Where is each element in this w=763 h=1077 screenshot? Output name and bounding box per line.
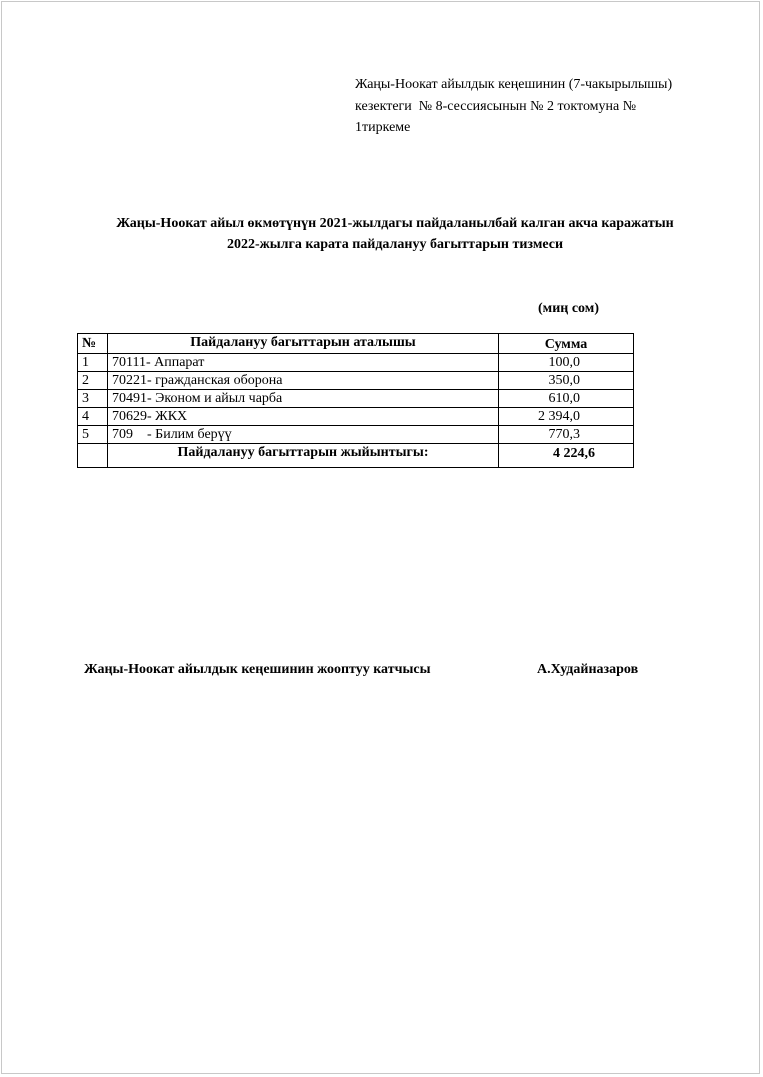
row-num: 1	[78, 354, 108, 372]
row-num: 3	[78, 390, 108, 408]
allocation-table	[77, 333, 634, 468]
row-name: 70221- гражданская оборона	[108, 372, 499, 390]
annex-note	[355, 74, 735, 139]
row-sum: 770,3	[499, 426, 634, 444]
row-name: 70491- Эконом и айыл чарба	[108, 390, 499, 408]
annex-line-1: Жаңы-Ноокат айылдык кеңешинин (7-чакырылышы)	[355, 77, 673, 92]
table-header-row	[78, 334, 634, 354]
table-row	[78, 408, 634, 426]
row-num: 4	[78, 408, 108, 426]
table-row	[78, 390, 634, 408]
row-sum: 350,0	[499, 372, 634, 390]
document-title	[60, 213, 730, 255]
annex-line-3: 1тиркеме	[355, 120, 411, 135]
title-line-1: Жаңы-Ноокат айыл өкмөтүнүн 2021-жылдагы пайдаланылбай калган акча каражатын	[116, 216, 674, 231]
total-num	[78, 444, 108, 468]
table-total-row	[78, 444, 634, 468]
signatory-position: Жаңы-Ноокат айылдык кеңешинин жооптуу катчысы	[84, 662, 431, 677]
total-sum: 4 224,6	[499, 444, 634, 468]
row-sum: 2 394,0	[499, 408, 634, 426]
total-label: Пайдалануу багыттарын жыйынтыгы:	[108, 444, 499, 468]
header-num: №	[78, 334, 108, 354]
row-num: 5	[78, 426, 108, 444]
unit-label: (миң сом)	[538, 301, 599, 316]
row-num: 2	[78, 372, 108, 390]
title-line-2: 2022-жылга карата пайдалануу багыттарын тизмеси	[226, 237, 564, 252]
row-sum: 610,0	[499, 390, 634, 408]
page-border	[1, 1, 760, 1074]
row-name: 70629- ЖКХ	[108, 408, 499, 426]
table-row	[78, 372, 634, 390]
annex-line-2: кезектеги № 8-сессиясынын № 2 токтомуна №	[355, 98, 637, 114]
table-row	[78, 426, 634, 444]
signatory-name: А.Худайназаров	[537, 662, 639, 677]
row-name: 70111- Аппарат	[108, 354, 499, 372]
row-sum: 100,0	[499, 354, 634, 372]
table-row	[78, 354, 634, 372]
header-name: Пайдалануу багыттарын аталышы	[108, 334, 499, 354]
row-name: 709 - Билим берүү	[108, 426, 499, 444]
header-sum: Сумма	[499, 334, 634, 354]
